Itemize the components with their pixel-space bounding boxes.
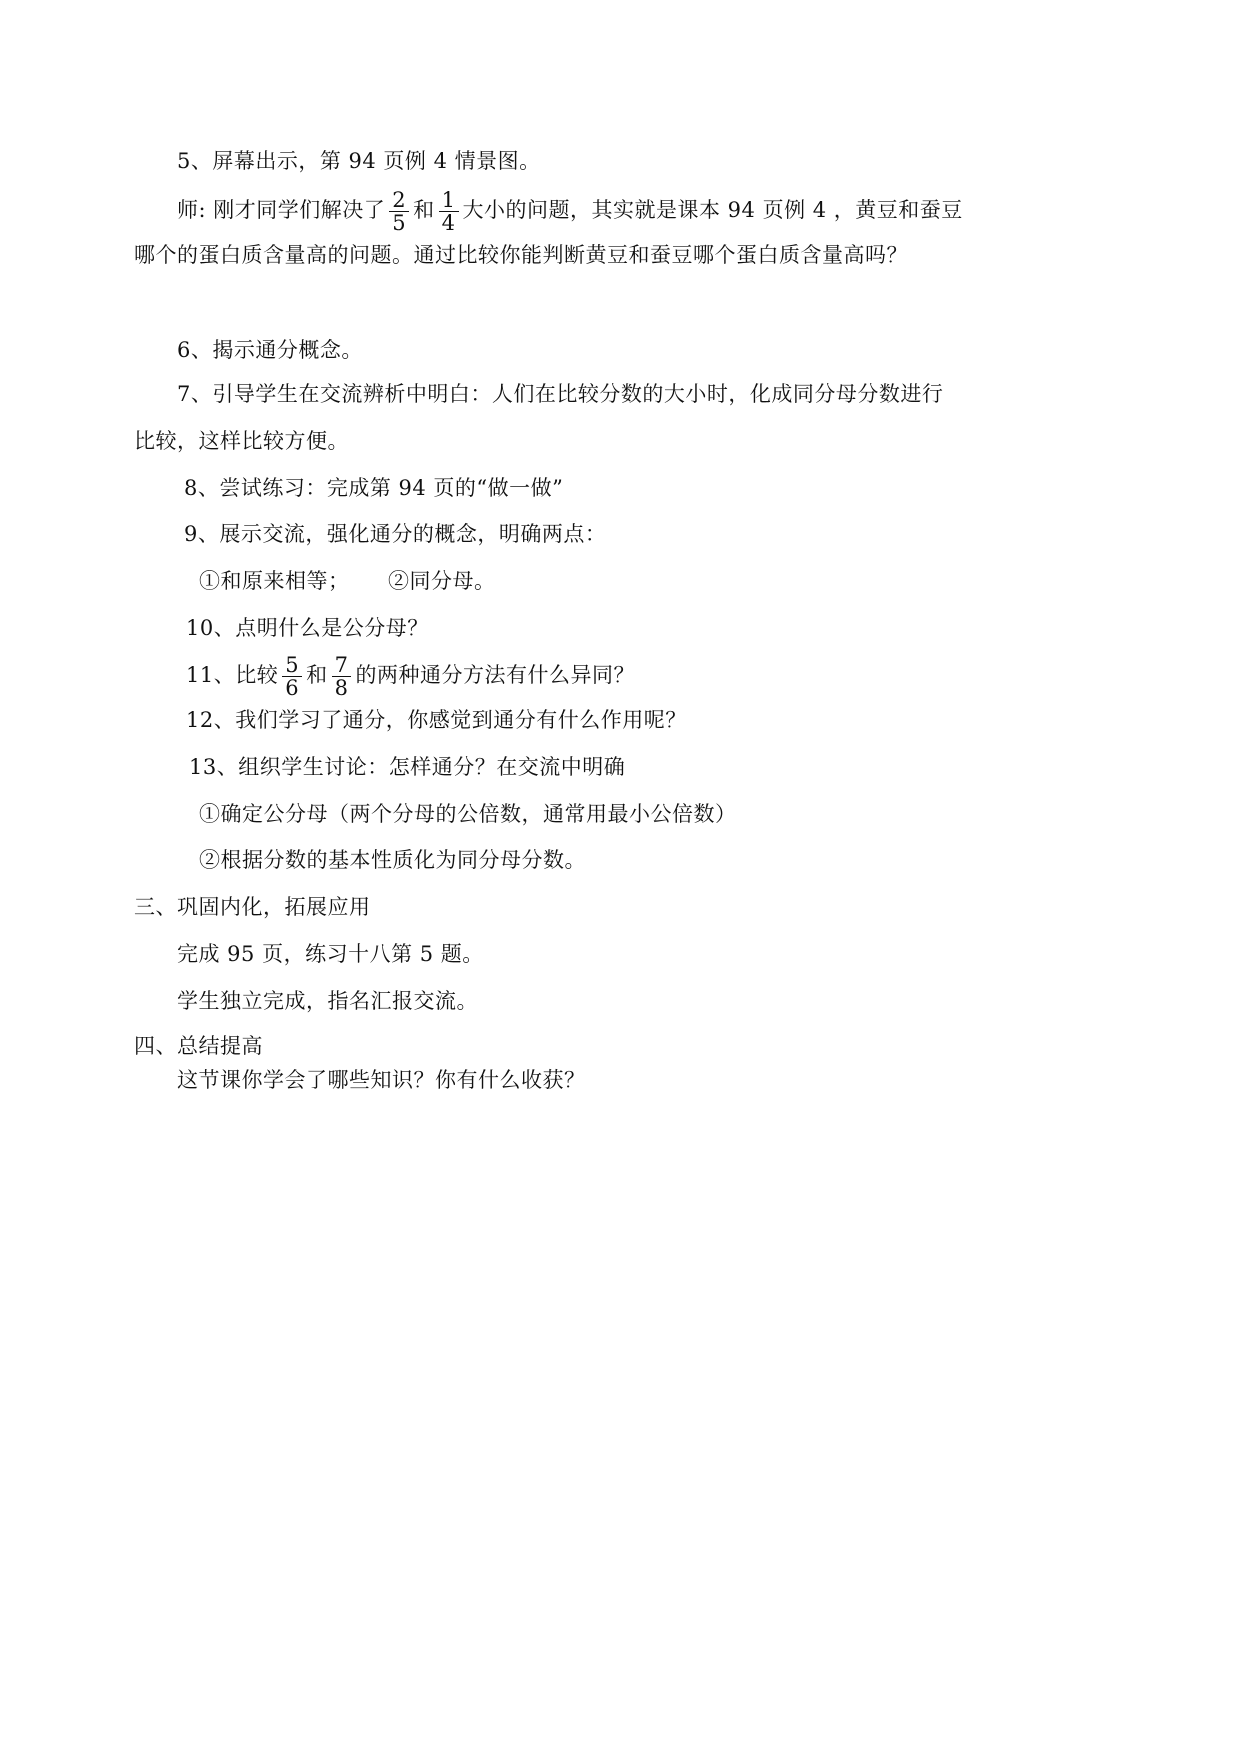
section-3-activity: 学生独立完成，指名汇报交流。 xyxy=(177,989,478,1013)
fraction-7-8 xyxy=(332,654,352,699)
item-12: 12、我们学习了通分，你感觉到通分有什么作用呢？ xyxy=(186,708,687,732)
denominator: 5 xyxy=(392,211,407,235)
denominator: 6 xyxy=(285,676,300,700)
item-13-point-2: ②根据分数的基本性质化为同分母分数。 xyxy=(199,848,586,872)
numerator: 7 xyxy=(332,654,352,677)
fraction-1-4 xyxy=(439,189,459,234)
item-5: 5、屏幕出示，第 94 页例 4 情景图。 xyxy=(177,149,541,173)
item-9-point-2: ②同分母。 xyxy=(388,569,496,593)
text-segment: 11、比较 xyxy=(186,663,279,687)
teacher-remark-continued: 哪个的蛋白质含量高的问题。通过比较你能判断黄豆和蚕豆哪个蛋白质含量高吗？ xyxy=(134,243,908,267)
numerator: 2 xyxy=(389,189,409,212)
denominator: 8 xyxy=(334,676,349,700)
text-segment: 的两种通分方法有什么异同？ xyxy=(355,663,635,687)
numerator: 1 xyxy=(439,189,459,212)
item-6: 6、揭示通分概念。 xyxy=(177,338,363,362)
item-10: 10、点明什么是公分母？ xyxy=(186,616,429,640)
section-3-heading: 三、巩固内化，拓展应用 xyxy=(134,895,371,919)
section-4-question: 这节课你学会了哪些知识？你有什么收获？ xyxy=(177,1068,586,1092)
item-9: 9、展示交流，强化通分的概念，明确两点： xyxy=(184,522,607,546)
teacher-remark-line xyxy=(177,175,963,245)
item-13: 13、组织学生讨论：怎样通分？在交流中明确 xyxy=(189,755,626,779)
section-3-task: 完成 95 页，练习十八第 5 题。 xyxy=(177,942,484,966)
fraction-2-5 xyxy=(389,189,409,234)
item-8: 8、尝试练习：完成第 94 页的“做一做” xyxy=(184,476,564,500)
text-segment: 和 xyxy=(306,663,328,687)
item-7: 7、引导学生在交流辨析中明白：人们在比较分数的大小时，化成同分母分数进行 xyxy=(177,382,944,406)
text-segment: 和 xyxy=(413,198,435,222)
item-13-point-1: ①确定公分母（两个分母的公倍数，通常用最小公倍数） xyxy=(199,802,737,826)
item-11 xyxy=(186,640,635,710)
fraction-5-6 xyxy=(282,654,302,699)
denominator: 4 xyxy=(441,211,456,235)
item-9-point-1: ①和原来相等； xyxy=(199,569,350,593)
text-segment: 师: 刚才同学们解决了 xyxy=(177,198,386,222)
text-segment: 大小的问题，其实就是课本 94 页例 4 ，黄豆和蚕豆 xyxy=(462,198,963,222)
numerator: 5 xyxy=(282,654,302,677)
item-7-continued: 比较，这样比较方便。 xyxy=(134,429,349,453)
section-4-heading: 四、总结提高 xyxy=(134,1034,263,1058)
